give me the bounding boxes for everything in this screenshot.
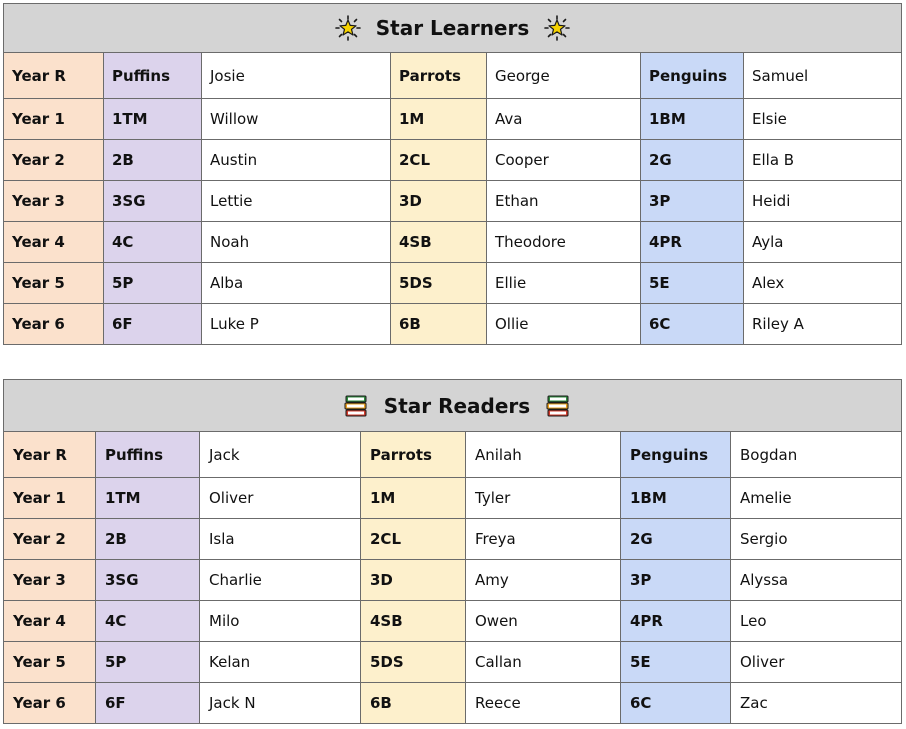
- year-label: Year 1: [4, 99, 104, 140]
- pupil-name: Alba: [202, 263, 391, 304]
- year-label: Year 5: [4, 263, 104, 304]
- class-code: 6C: [641, 304, 744, 345]
- class-code: 6B: [361, 683, 466, 724]
- year-label: Year R: [4, 432, 96, 478]
- table-row: [4, 560, 902, 601]
- pupil-name: Callan: [466, 642, 621, 683]
- year-label: Year R: [4, 53, 104, 99]
- star-readers-table: [3, 379, 902, 724]
- star-readers-title-cell: [4, 380, 902, 432]
- pupil-name: Oliver: [731, 642, 902, 683]
- pupil-name: Milo: [200, 601, 361, 642]
- class-code: 1M: [361, 478, 466, 519]
- class-code: 3SG: [104, 181, 202, 222]
- class-code: 4C: [104, 222, 202, 263]
- glowing-star-icon: [544, 15, 570, 41]
- pupil-name: Sergio: [731, 519, 902, 560]
- table-row: [4, 519, 902, 560]
- class-code: 6F: [96, 683, 200, 724]
- class-code: 5DS: [361, 642, 466, 683]
- pupil-name: Ethan: [487, 181, 641, 222]
- class-code: 1M: [391, 99, 487, 140]
- class-code: 1BM: [621, 478, 731, 519]
- pupil-name: Leo: [731, 601, 902, 642]
- star-readers-title: Star Readers: [383, 393, 531, 418]
- star-readers-title-row: [4, 380, 902, 432]
- glowing-star-icon: [335, 15, 361, 41]
- star-learners-title-row: [4, 4, 902, 53]
- house-name-parrots: Parrots: [391, 53, 487, 99]
- pupil-name: Amelie: [731, 478, 902, 519]
- class-code: 6C: [621, 683, 731, 724]
- year-label: Year 3: [4, 560, 96, 601]
- class-code: 6B: [391, 304, 487, 345]
- pupil-name: Isla: [200, 519, 361, 560]
- class-code: 4C: [96, 601, 200, 642]
- year-label: Year 1: [4, 478, 96, 519]
- pupil-name: George: [487, 53, 641, 99]
- class-code: 2G: [621, 519, 731, 560]
- pupil-name: Ayla: [744, 222, 902, 263]
- pupil-name: Charlie: [200, 560, 361, 601]
- pupil-name: Ella B: [744, 140, 902, 181]
- year-label: Year 2: [4, 519, 96, 560]
- pupil-name: Freya: [466, 519, 621, 560]
- class-code: 5DS: [391, 263, 487, 304]
- pupil-name: Jack: [200, 432, 361, 478]
- books-icon: [343, 393, 369, 419]
- table-row: [4, 99, 902, 140]
- year-label: Year 6: [4, 683, 96, 724]
- pupil-name: Alex: [744, 263, 902, 304]
- class-code: 1TM: [104, 99, 202, 140]
- pupil-name: Oliver: [200, 478, 361, 519]
- pupil-name: Willow: [202, 99, 391, 140]
- pupil-name: Ellie: [487, 263, 641, 304]
- house-name-parrots: Parrots: [361, 432, 466, 478]
- pupil-name: Tyler: [466, 478, 621, 519]
- pupil-name: Ava: [487, 99, 641, 140]
- year-label: Year 3: [4, 181, 104, 222]
- pupil-name: Luke P: [202, 304, 391, 345]
- table-row: [4, 683, 902, 724]
- class-code: 3D: [391, 181, 487, 222]
- class-code: 1TM: [96, 478, 200, 519]
- table-row: [4, 304, 902, 345]
- table-row: [4, 140, 902, 181]
- pupil-name: Jack N: [200, 683, 361, 724]
- class-code: 3P: [641, 181, 744, 222]
- star-learners-title: Star Learners: [375, 16, 530, 41]
- class-code: 2G: [641, 140, 744, 181]
- year-label: Year 4: [4, 601, 96, 642]
- pupil-name: Heidi: [744, 181, 902, 222]
- star-learners-table: [3, 3, 902, 345]
- house-name-penguins: Penguins: [621, 432, 731, 478]
- pupil-name: Ollie: [487, 304, 641, 345]
- pupil-name: Elsie: [744, 99, 902, 140]
- pupil-name: Cooper: [487, 140, 641, 181]
- class-code: 2B: [96, 519, 200, 560]
- pupil-name: Alyssa: [731, 560, 902, 601]
- class-code: 2CL: [361, 519, 466, 560]
- class-code: 2CL: [391, 140, 487, 181]
- house-name-puffins: Puffins: [96, 432, 200, 478]
- house-name-puffins: Puffins: [104, 53, 202, 99]
- pupil-name: Noah: [202, 222, 391, 263]
- class-code: 3P: [621, 560, 731, 601]
- class-code: 6F: [104, 304, 202, 345]
- class-code: 5E: [621, 642, 731, 683]
- year-label: Year 5: [4, 642, 96, 683]
- class-code: 5P: [96, 642, 200, 683]
- table-row: [4, 642, 902, 683]
- class-code: 3D: [361, 560, 466, 601]
- class-code: 5E: [641, 263, 744, 304]
- class-code: 2B: [104, 140, 202, 181]
- pupil-name: Bogdan: [731, 432, 902, 478]
- class-code: 1BM: [641, 99, 744, 140]
- pupil-name: Theodore: [487, 222, 641, 263]
- table-row: [4, 222, 902, 263]
- class-code: 4PR: [641, 222, 744, 263]
- pupil-name: Owen: [466, 601, 621, 642]
- class-code: 3SG: [96, 560, 200, 601]
- class-code: 4PR: [621, 601, 731, 642]
- table-row: [4, 263, 902, 304]
- pupil-name: Austin: [202, 140, 391, 181]
- table-row: [4, 53, 902, 99]
- pupil-name: Amy: [466, 560, 621, 601]
- pupil-name: Lettie: [202, 181, 391, 222]
- table-row: [4, 181, 902, 222]
- pupil-name: Anilah: [466, 432, 621, 478]
- table-row: [4, 478, 902, 519]
- year-label: Year 2: [4, 140, 104, 181]
- class-code: 4SB: [361, 601, 466, 642]
- year-label: Year 6: [4, 304, 104, 345]
- table-row: [4, 601, 902, 642]
- class-code: 4SB: [391, 222, 487, 263]
- class-code: 5P: [104, 263, 202, 304]
- pupil-name: Kelan: [200, 642, 361, 683]
- star-learners-title-cell: [4, 4, 902, 53]
- pupil-name: Josie: [202, 53, 391, 99]
- year-label: Year 4: [4, 222, 104, 263]
- pupil-name: Samuel: [744, 53, 902, 99]
- table-row: [4, 432, 902, 478]
- books-icon: [545, 393, 571, 419]
- pupil-name: Zac: [731, 683, 902, 724]
- pupil-name: Reece: [466, 683, 621, 724]
- pupil-name: Riley A: [744, 304, 902, 345]
- house-name-penguins: Penguins: [641, 53, 744, 99]
